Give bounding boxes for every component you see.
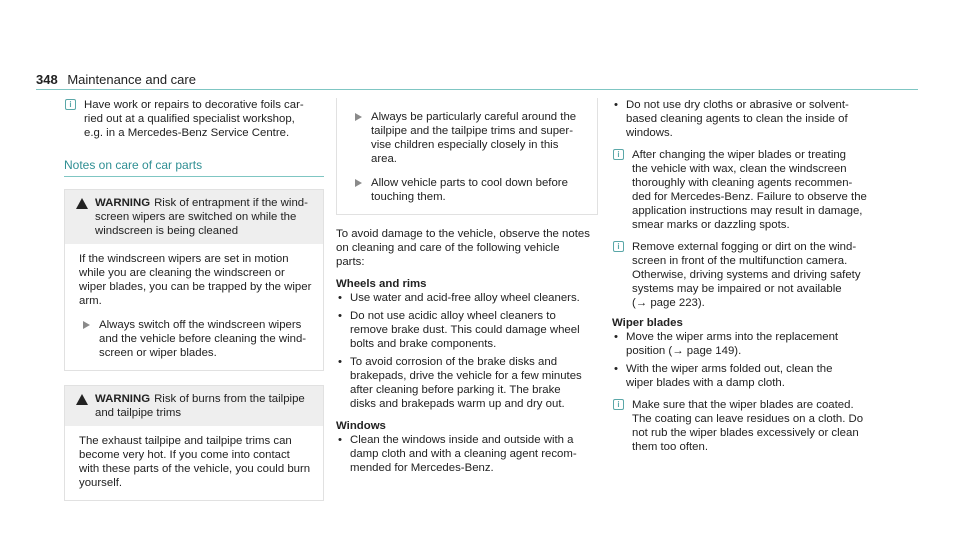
bullet-icon: • <box>614 99 618 111</box>
bullet-icon: • <box>338 310 342 322</box>
warning-label: WARNING <box>95 197 151 209</box>
intro-note: i Have work or repairs to decorative foils car- ried out at a qualified specialist workshop, e.g. in a Mercedes-Benz Service Centre. <box>64 98 324 140</box>
info-icon: i <box>613 399 624 410</box>
warning-body: If the windscreen wipers are set in motion while you are cleaning the windscreen or wiper blades, you can be trapped by the wiper arm. Always switch off the windscreen wipers and the vehicle before cleaning the wind- screen or wiper blades. <box>79 253 312 359</box>
wax-note: i After changing the wiper blades or treating the vehicle with wax, clean the windscreen thoroughly with cleaning agents recommen- ded for Mercedes-Benz. Failure to observe the application instructions may result in damage, smear marks or dazzling spots. <box>612 148 884 232</box>
bullet-icon: • <box>614 363 618 375</box>
arrow-right-icon <box>355 113 362 121</box>
info-icon: i <box>65 99 76 110</box>
column-1 <box>64 98 324 515</box>
list-item: • With the wiper arms folded out, clean the wiper blades with a damp cloth. <box>614 363 833 389</box>
warning-triangle-icon <box>76 394 88 405</box>
wiper-heading: Wiper blades <box>612 317 683 329</box>
list-item: • Do not use acidic alloy wheel cleaners to remove brake dust. This could damage wheel bolts and brake components. <box>338 310 580 350</box>
warning-triangle-icon <box>76 198 88 209</box>
section-divider <box>64 176 324 177</box>
intro-paragraph: To avoid damage to the vehicle, observe the notes on cleaning and care of the following vehicle parts: <box>336 228 590 268</box>
arrow-right-icon <box>355 179 362 187</box>
list-item: • Do not use dry cloths or abrasive or solvent- based cleaning agents to clean the inside of windows. <box>614 99 849 139</box>
bullet-icon: • <box>338 292 342 304</box>
warning-continuation <box>336 98 598 215</box>
list-item: • Move the wiper arms into the replacement position (→ page 149). <box>614 331 839 357</box>
section-title: Notes on care of car parts <box>64 158 203 172</box>
instruction-step: Always be particularly careful around the tailpipe and the tailpipe trims and super- vise children especially closely in this area. <box>351 110 587 166</box>
warning-body: The exhaust tailpipe and tailpipe trims can become very hot. If you come into contact with these parts of the vehicle, you could burn yourself. <box>79 435 311 489</box>
column-2 <box>336 98 598 475</box>
warning-burns <box>64 385 324 501</box>
list-item: • Clean the windows inside and outside with a damp cloth and with a cleaning agent recom- mended for Mercedes-Benz. <box>338 434 577 474</box>
warning-header: WARNING Risk of entrapment if the wind- screen wipers are switched on while the windscreen is being cleaned <box>65 190 323 244</box>
header-divider <box>36 89 918 90</box>
list-item: • Use water and acid-free alloy wheel cleaners. <box>338 292 580 304</box>
info-icon: i <box>613 241 624 252</box>
column-3 <box>612 98 884 460</box>
warning-entrapment <box>64 189 324 371</box>
camera-note: i Remove external fogging or dirt on the wind- screen in front of the multifunction camera. Otherwise, driving systems and driving safety systems may be impaired or not available (→ page 223). <box>612 240 884 310</box>
list-item: • To avoid corrosion of the brake disks and brakepads, drive the vehicle for a few minutes after cleaning before parking it. The brake disks and brakepads warm up and dry out. <box>338 356 582 410</box>
page-header <box>36 72 196 87</box>
warning-label: WARNING <box>95 393 151 405</box>
info-icon: i <box>613 149 624 160</box>
bullet-icon: • <box>338 356 342 368</box>
warning-header: WARNING Risk of burns from the tailpipe and tailpipe trims <box>65 386 323 426</box>
wheels-heading: Wheels and rims <box>336 278 427 290</box>
bullet-icon: • <box>614 331 618 343</box>
windows-heading: Windows <box>336 420 386 432</box>
section-name: Maintenance and care <box>67 72 196 87</box>
instruction-step: Allow vehicle parts to cool down before touching them. <box>351 176 587 204</box>
page-number: 348 <box>36 72 58 87</box>
bullet-icon: • <box>338 434 342 446</box>
instruction-step: Always switch off the windscreen wipers and the vehicle before cleaning the wind- screen or wiper blades. <box>79 318 313 360</box>
arrow-right-icon <box>83 321 90 329</box>
coating-note: i Make sure that the wiper blades are coated. The coating can leave residues on a cloth. Do not rub the wiper blades excessively or clean them too often. <box>612 398 884 454</box>
